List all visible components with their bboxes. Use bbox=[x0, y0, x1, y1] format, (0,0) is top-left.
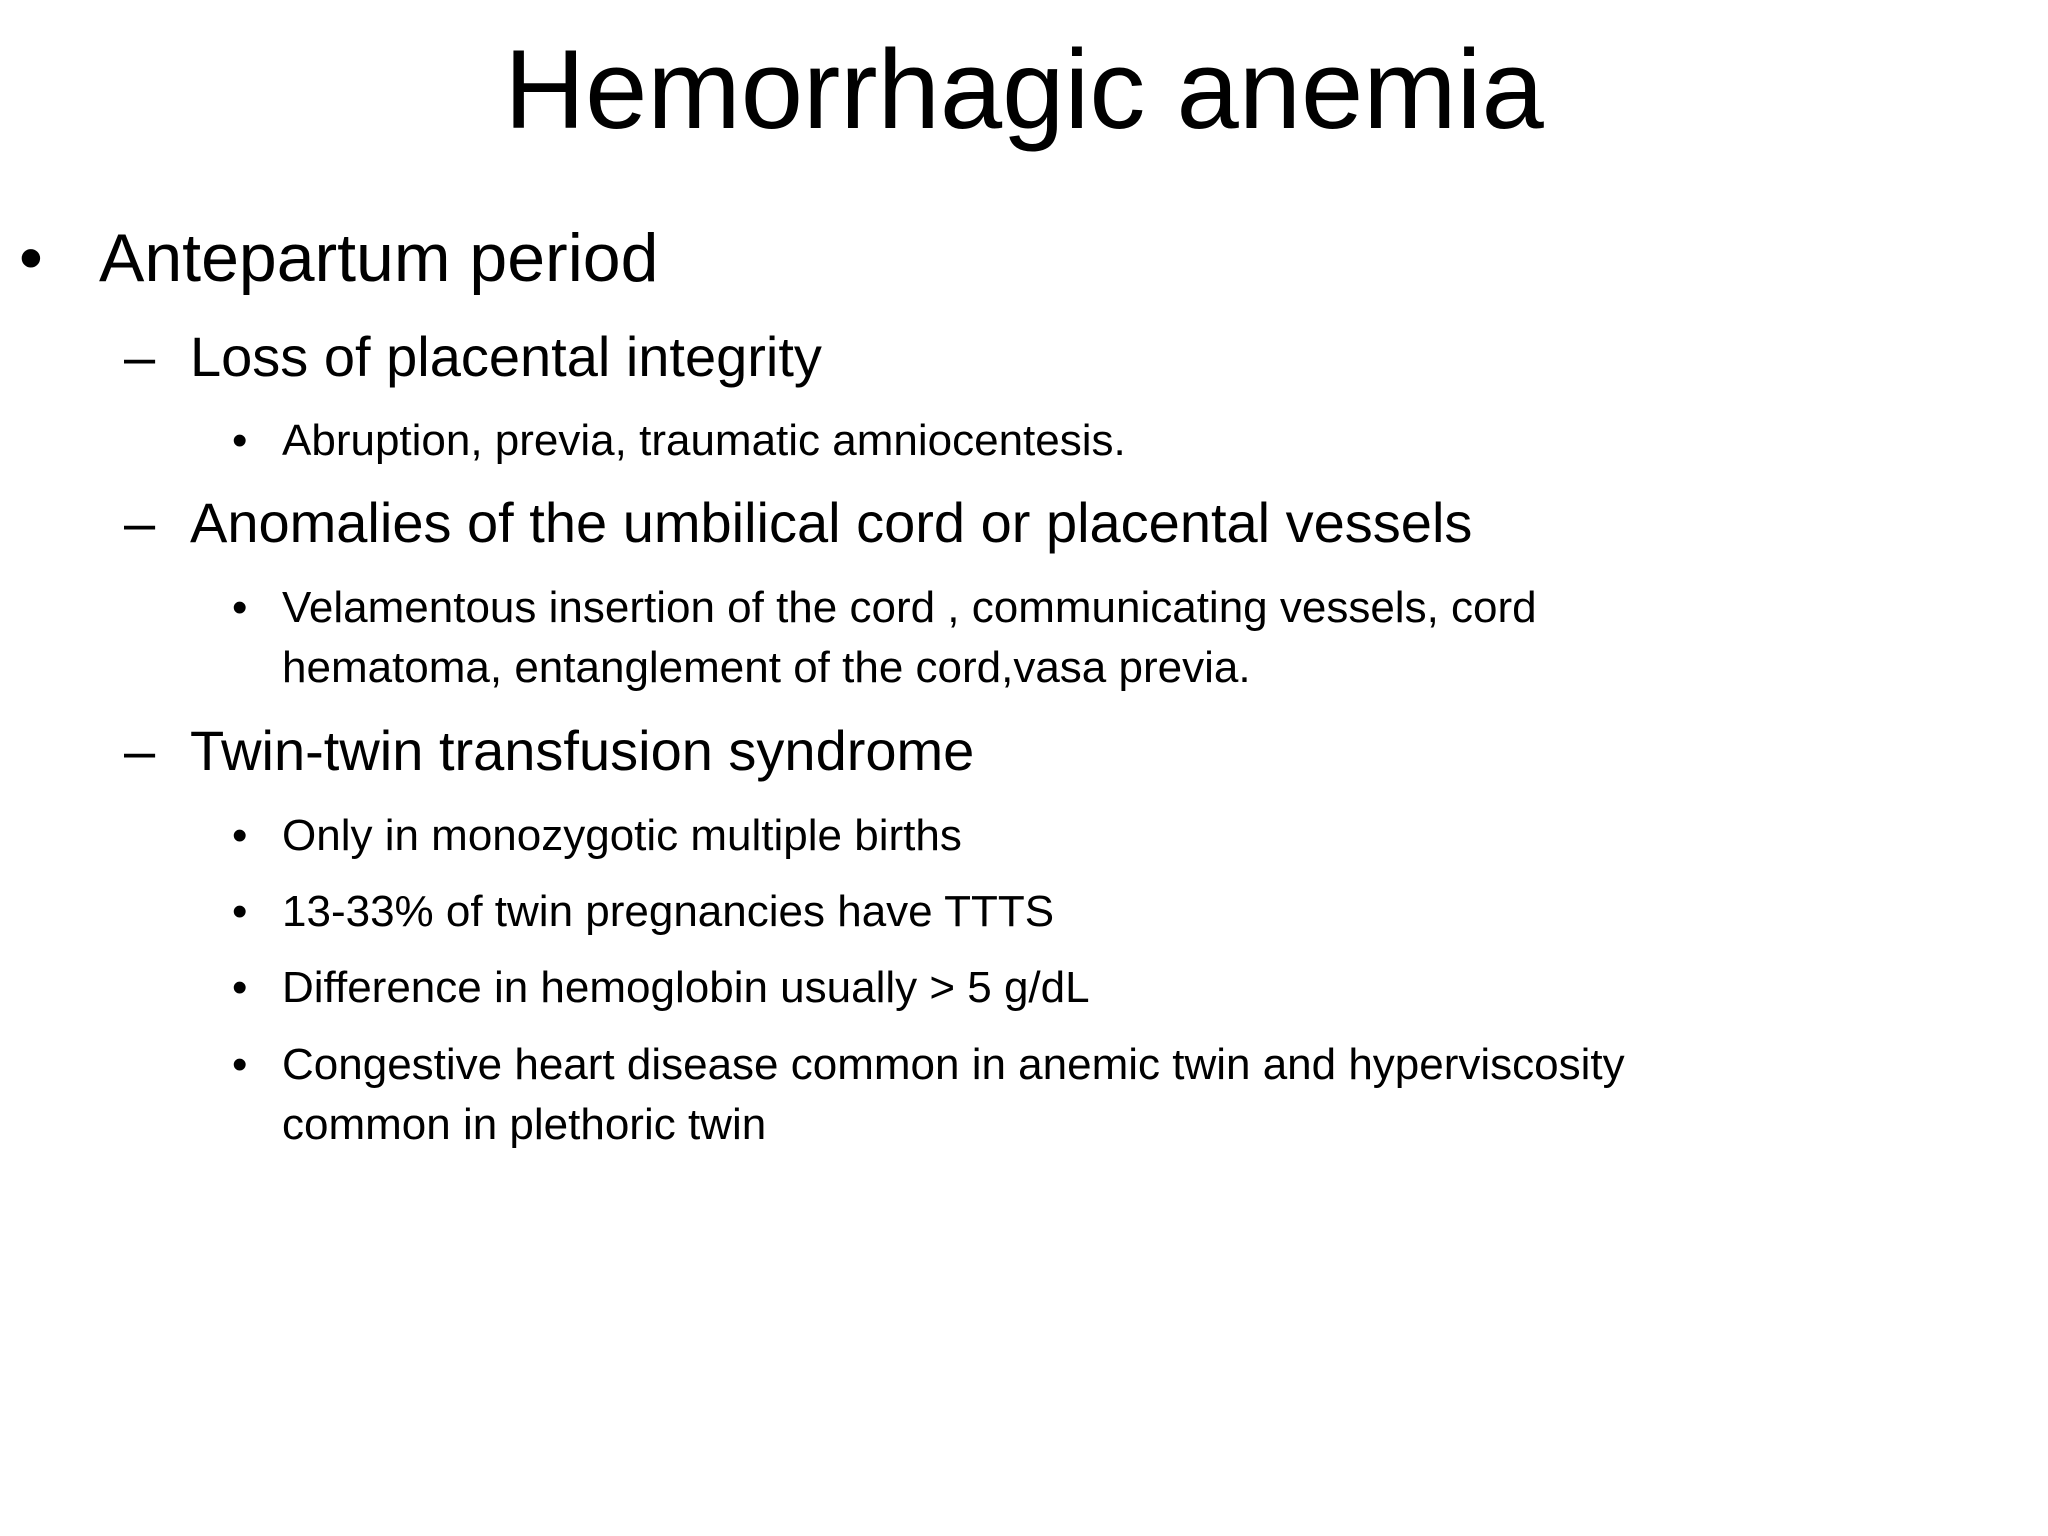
detail-text: Only in monozygotic multiple births bbox=[282, 811, 962, 860]
bullet-marker: • bbox=[232, 963, 248, 1012]
detail-abruption bbox=[232, 411, 1126, 471]
slide-title: Hemorrhagic anemia bbox=[504, 27, 1544, 152]
detail-text: 13-33% of twin pregnancies have TTTS bbox=[282, 887, 1055, 936]
detail-text-line-1: Congestive heart disease common in anemic twin and hyperviscosity bbox=[282, 1040, 1625, 1089]
dash-marker: – bbox=[124, 491, 156, 554]
detail-monozygotic bbox=[232, 806, 962, 866]
detail-text-line-2: hematoma, entanglement of the cord,vasa previa. bbox=[282, 643, 1251, 692]
subbullet-anomalies-umbilical-cord bbox=[124, 490, 1473, 556]
subbullet-twin-twin-transfusion bbox=[124, 718, 975, 784]
detail-text-line-2: common in plethoric twin bbox=[282, 1100, 767, 1149]
detail-congestive-heart-disease bbox=[232, 1035, 1625, 1155]
detail-velamentous-insertion bbox=[232, 578, 1537, 698]
subbullet-text: Loss of placental integrity bbox=[190, 325, 822, 388]
bullet-marker: • bbox=[232, 1040, 248, 1089]
detail-ttts-percentage bbox=[232, 882, 1055, 942]
dash-marker: – bbox=[124, 325, 156, 388]
subbullet-loss-of-placental-integrity bbox=[124, 324, 822, 390]
detail-hemoglobin-difference bbox=[232, 958, 1090, 1018]
bullet-marker: • bbox=[232, 416, 248, 465]
dash-marker: – bbox=[124, 719, 156, 782]
detail-text: Difference in hemoglobin usually > 5 g/dL bbox=[282, 963, 1090, 1012]
subbullet-text: Anomalies of the umbilical cord or placental vessels bbox=[190, 491, 1473, 554]
detail-text: Abruption, previa, traumatic amniocentesis. bbox=[282, 416, 1126, 465]
bullet-marker: • bbox=[232, 887, 248, 936]
detail-text-line-1: Velamentous insertion of the cord , communicating vessels, cord bbox=[282, 583, 1537, 632]
bullet-marker: • bbox=[232, 811, 248, 860]
bullet-antepartum-period bbox=[19, 218, 659, 298]
bullet-marker: • bbox=[232, 583, 248, 632]
bullet-marker: • bbox=[19, 220, 43, 296]
subbullet-text: Twin-twin transfusion syndrome bbox=[190, 719, 975, 782]
bullet-text: Antepartum period bbox=[99, 220, 659, 296]
